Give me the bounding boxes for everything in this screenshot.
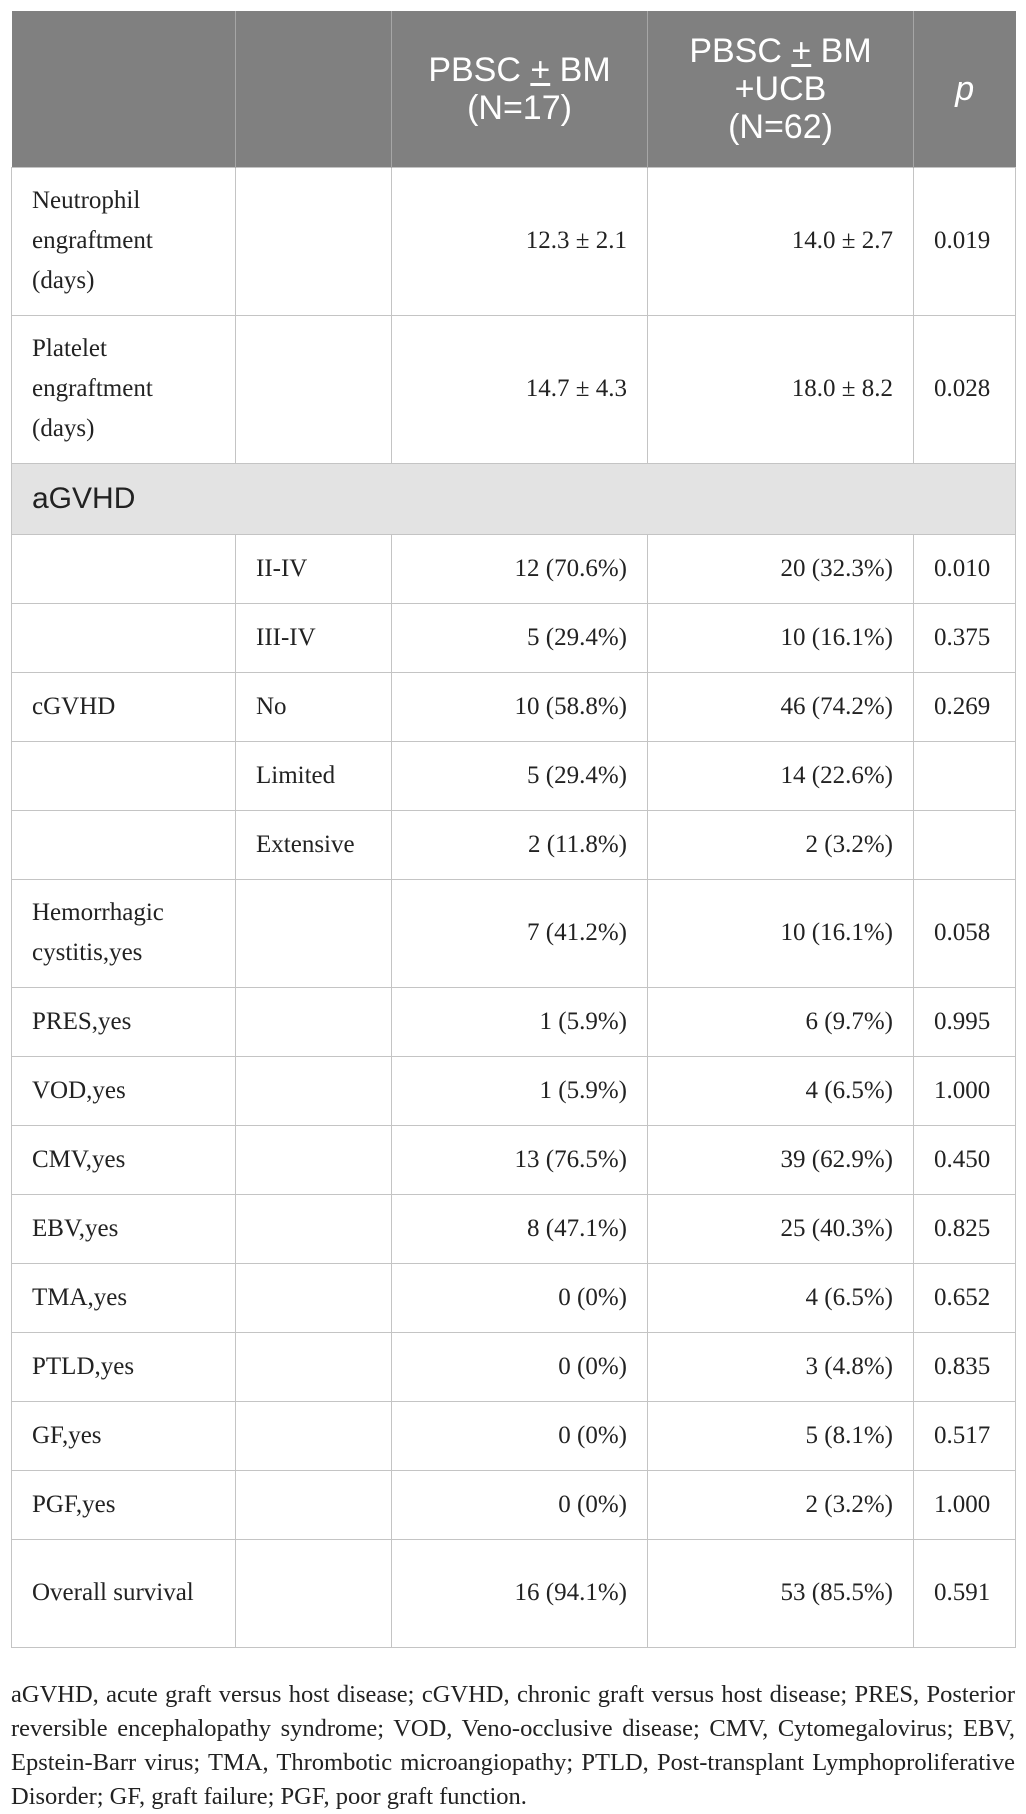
row-group1-value: 14.7 ± 4.3 <box>392 315 648 463</box>
row-group2-value: 5 (8.1%) <box>648 1401 914 1470</box>
header-p-value: p <box>914 11 1016 167</box>
row-label <box>12 534 236 603</box>
header-pbsc-bm-ucb <box>648 11 914 167</box>
row-group2-value: 18.0 ± 8.2 <box>648 315 914 463</box>
table-row <box>12 315 1016 463</box>
row-group2-value: 14 (22.6%) <box>648 741 914 810</box>
row-group1-value: 1 (5.9%) <box>392 987 648 1056</box>
row-p-value: 0.019 <box>914 167 1016 315</box>
row-label: PRES,yes <box>12 987 236 1056</box>
row-p-value <box>914 741 1016 810</box>
row-label: VOD,yes <box>12 1056 236 1125</box>
table-row <box>12 1401 1016 1470</box>
row-label: PTLD,yes <box>12 1332 236 1401</box>
table-row <box>12 1470 1016 1539</box>
row-p-value: 0.450 <box>914 1125 1016 1194</box>
header-row <box>12 11 1016 167</box>
table-row <box>12 1125 1016 1194</box>
table-row <box>12 1332 1016 1401</box>
table-row <box>12 1194 1016 1263</box>
row-p-value: 0.058 <box>914 879 1016 987</box>
table-row <box>12 1056 1016 1125</box>
row-group1-value: 13 (76.5%) <box>392 1125 648 1194</box>
header-pbsc-bm-n: (N=17) <box>467 88 572 127</box>
row-subgroup <box>236 1332 392 1401</box>
header-pbsc-bm-pre: PBSC <box>428 50 531 89</box>
row-subgroup <box>236 879 392 987</box>
row-group2-value: 3 (4.8%) <box>648 1332 914 1401</box>
row-group2-value: 4 (6.5%) <box>648 1056 914 1125</box>
row-group2-value: 10 (16.1%) <box>648 603 914 672</box>
row-label <box>12 810 236 879</box>
table-row <box>12 603 1016 672</box>
row-subgroup <box>236 167 392 315</box>
section-title-agvhd: aGVHD <box>12 463 1016 534</box>
row-label <box>12 603 236 672</box>
row-subgroup: No <box>236 672 392 741</box>
table-container <box>11 11 1015 1648</box>
row-p-value: 0.591 <box>914 1539 1016 1647</box>
row-label <box>12 741 236 810</box>
header-pbsc-bm-ucb-post: BM <box>811 31 872 70</box>
row-p-value: 0.995 <box>914 987 1016 1056</box>
row-p-value: 0.825 <box>914 1194 1016 1263</box>
row-label: Hemorrhagic cystitis,yes <box>12 879 236 987</box>
plus-minus-symbol: + <box>530 50 551 89</box>
row-group1-value: 16 (94.1%) <box>392 1539 648 1647</box>
table-row <box>12 1263 1016 1332</box>
row-group1-value: 0 (0%) <box>392 1401 648 1470</box>
row-group1-value: 1 (5.9%) <box>392 1056 648 1125</box>
table-row <box>12 810 1016 879</box>
table-footnote: aGVHD, acute graft versus host disease; cGVHD, chronic graft versus host disease; PRES, Posterior reversible encephalopathy syndrome; VOD, Veno-occlusive disease; CMV, Cytomegalovirus; EBV, Epstein-Barr virus; TMA, Thrombotic microangiopathy; PTLD, Post-transplant Lymphoproliferative Disorder; GF, graft failure; PGF, poor graft function. <box>11 1680 1015 1810</box>
row-group2-value: 2 (3.2%) <box>648 1470 914 1539</box>
row-label: TMA,yes <box>12 1263 236 1332</box>
row-group2-value: 4 (6.5%) <box>648 1263 914 1332</box>
table-row <box>12 534 1016 603</box>
table-row <box>12 879 1016 987</box>
row-p-value: 0.028 <box>914 315 1016 463</box>
row-label: EBV,yes <box>12 1194 236 1263</box>
row-p-value: 0.652 <box>914 1263 1016 1332</box>
row-p-value: 0.010 <box>914 534 1016 603</box>
row-group1-value: 12 (70.6%) <box>392 534 648 603</box>
row-subgroup <box>236 987 392 1056</box>
row-group2-value: 14.0 ± 2.7 <box>648 167 914 315</box>
header-pbsc-bm-ucb-line2: +UCB <box>734 69 827 108</box>
row-group2-value: 53 (85.5%) <box>648 1539 914 1647</box>
row-label: CMV,yes <box>12 1125 236 1194</box>
header-pbsc-bm-post: BM <box>550 50 611 89</box>
header-pbsc-bm <box>392 11 648 167</box>
row-group1-value: 8 (47.1%) <box>392 1194 648 1263</box>
row-subgroup: Limited <box>236 741 392 810</box>
row-p-value: 0.375 <box>914 603 1016 672</box>
row-subgroup: III-IV <box>236 603 392 672</box>
row-group1-value: 5 (29.4%) <box>392 603 648 672</box>
row-p-value: 1.000 <box>914 1470 1016 1539</box>
row-subgroup <box>236 1401 392 1470</box>
row-group1-value: 10 (58.8%) <box>392 672 648 741</box>
row-group2-value: 46 (74.2%) <box>648 672 914 741</box>
table-row <box>12 987 1016 1056</box>
table-header <box>12 11 1016 167</box>
row-group1-value: 5 (29.4%) <box>392 741 648 810</box>
row-subgroup <box>236 1263 392 1332</box>
row-label: Neutrophil engraftment (days) <box>12 167 236 315</box>
row-group2-value: 2 (3.2%) <box>648 810 914 879</box>
table-row <box>12 1539 1016 1647</box>
outcomes-table <box>11 11 1016 1648</box>
row-group1-value: 7 (41.2%) <box>392 879 648 987</box>
row-label: Platelet engraftment (days) <box>12 315 236 463</box>
header-pbsc-bm-ucb-n: (N=62) <box>728 107 833 146</box>
table-row <box>12 672 1016 741</box>
row-group1-value: 2 (11.8%) <box>392 810 648 879</box>
row-group2-value: 39 (62.9%) <box>648 1125 914 1194</box>
table-body <box>12 167 1016 1647</box>
row-group1-value: 0 (0%) <box>392 1263 648 1332</box>
row-p-value: 1.000 <box>914 1056 1016 1125</box>
header-subgroup <box>236 11 392 167</box>
row-group2-value: 20 (32.3%) <box>648 534 914 603</box>
row-subgroup: II-IV <box>236 534 392 603</box>
header-variable <box>12 11 236 167</box>
header-pbsc-bm-ucb-pre: PBSC <box>689 31 792 70</box>
row-subgroup <box>236 1194 392 1263</box>
row-label: GF,yes <box>12 1401 236 1470</box>
table-row <box>12 167 1016 315</box>
row-group1-value: 0 (0%) <box>392 1470 648 1539</box>
row-p-value: 0.835 <box>914 1332 1016 1401</box>
table-row <box>12 741 1016 810</box>
row-p-value <box>914 810 1016 879</box>
row-subgroup <box>236 315 392 463</box>
row-subgroup <box>236 1470 392 1539</box>
row-subgroup <box>236 1056 392 1125</box>
row-subgroup <box>236 1125 392 1194</box>
row-label: cGVHD <box>12 672 236 741</box>
section-row <box>12 463 1016 534</box>
plus-minus-symbol: + <box>791 31 812 70</box>
row-p-value: 0.517 <box>914 1401 1016 1470</box>
row-group2-value: 6 (9.7%) <box>648 987 914 1056</box>
row-subgroup <box>236 1539 392 1647</box>
row-p-value: 0.269 <box>914 672 1016 741</box>
row-group1-value: 0 (0%) <box>392 1332 648 1401</box>
row-group1-value: 12.3 ± 2.1 <box>392 167 648 315</box>
row-label: PGF,yes <box>12 1470 236 1539</box>
row-label: Overall survival <box>12 1539 236 1647</box>
row-group2-value: 10 (16.1%) <box>648 879 914 987</box>
row-group2-value: 25 (40.3%) <box>648 1194 914 1263</box>
row-subgroup: Extensive <box>236 810 392 879</box>
